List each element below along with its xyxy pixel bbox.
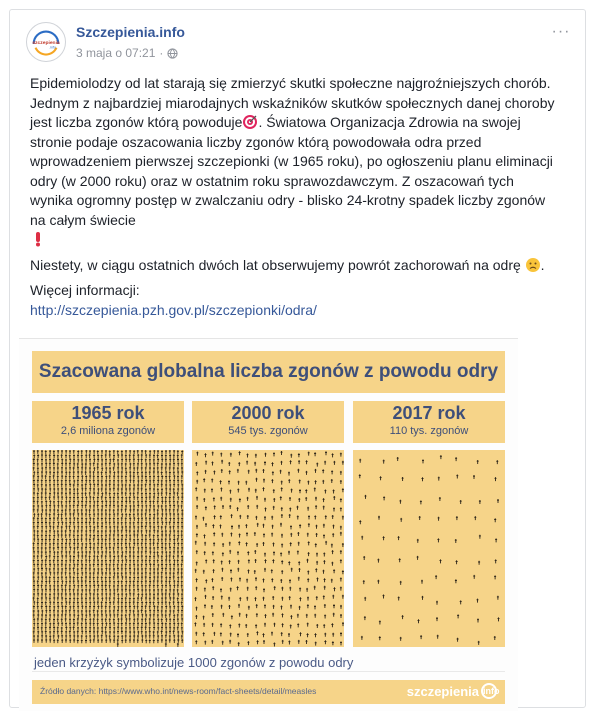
panel-2017-crosses [353, 450, 505, 647]
infographic-title: Szacowana globalna liczba zgonów z powodu odry [38, 361, 499, 382]
panel-2017-label: 110 tys. zgonów [389, 425, 469, 437]
target-emoji-icon [242, 114, 258, 130]
sad-face-emoji-icon [525, 257, 541, 273]
globe-icon[interactable] [167, 48, 178, 59]
source-bar [32, 680, 505, 704]
more-info-link[interactable]: http://szczepienia.pzh.gov.pl/szczepionki/odra/ [30, 301, 317, 318]
infographic-image[interactable] [19, 338, 518, 711]
paragraph2-end: . [540, 256, 545, 273]
more-info-label: Więcej informacji: [30, 282, 140, 298]
svg-text:.info: .info [49, 45, 56, 50]
paragraph2-text: Niestety, w ciągu ostatnich dwóch lat obserwujemy powrót zachorowań na odrę [30, 256, 521, 273]
paragraph1-part2: . Światowa Organizacja Zdrowia na swojej stronie podaje oszacowania liczby zgonów którą powodowała odra przed wprowadzeniem pierwszej szczepionki (w 1965 roku), po ogłoszeniu planu eliminacji odry (w 2000 roku) oraz w ostatnim roku sprawozdawczym. Z oszacowań tych wynika ogromny postęp w zwalczaniu odry - blisko 24-krotny spadek liczby zgonów na całym świecie [30, 114, 553, 228]
panel-background [32, 450, 184, 647]
panel-2000-crosses [192, 450, 344, 647]
panel-2017 [353, 401, 505, 647]
post-header [26, 22, 571, 66]
page-name-link[interactable]: Szczepienia.info [76, 24, 185, 40]
more-info [30, 281, 560, 320]
pictogram-panel-2 [353, 450, 505, 647]
panel-2000-year: 2000 rok [231, 403, 305, 423]
avatar[interactable] [26, 22, 66, 62]
meta-separator: · [159, 46, 164, 60]
infographic-title-bar [32, 351, 505, 393]
panel-2000 [192, 401, 344, 647]
panel-1965-label: 2,6 miliona zgonów [60, 425, 156, 437]
panel-1965-year: 1965 rok [71, 403, 145, 423]
post-paragraph-1 [30, 74, 560, 250]
panel-2000-label: 545 tys. zgonów [228, 425, 308, 437]
panel-1965-header [32, 401, 184, 443]
brand-circle-icon: info [481, 683, 497, 699]
panel-1965 [32, 401, 184, 647]
infographic-legend: jeden krzyżyk symbolizuje 1000 zgonów z powodu odry [34, 655, 354, 670]
panel-background [192, 450, 344, 647]
brand-text: szczepienia [406, 683, 479, 699]
source-text: Źródło danych: https://www.who.int/news-room/fact-sheets/detail/measles [40, 686, 317, 696]
exclamation-emoji-icon [30, 231, 46, 247]
paragraph1-part1: Epidemiolodzy od lat starają się zmierzyć skutki społeczne najgroźniejszych chorób. Jednym z najbardziej miarodajnych wskaźników skutków społecznych danej choroby jest liczba zgonów którą powoduje [30, 75, 555, 130]
post-card [9, 9, 586, 708]
panel-2017-header [353, 401, 505, 443]
brand-logo [406, 683, 500, 699]
post-meta [76, 46, 178, 60]
infographic-divider [32, 671, 505, 672]
post-paragraph-2 [30, 256, 560, 276]
panel-1965-crosses [32, 450, 184, 647]
panel-2017-year: 2017 rok [392, 403, 466, 423]
pictogram-panel-1 [192, 450, 344, 647]
post-text [30, 74, 560, 320]
post-timestamp[interactable]: 3 maja o 07:21 [76, 46, 156, 60]
szczepienia-logo-icon [27, 23, 65, 61]
panel-background [353, 450, 505, 647]
panel-2000-header [192, 401, 344, 443]
more-options-icon[interactable]: ··· [551, 23, 571, 40]
svg-text:szczepienia: szczepienia [32, 40, 60, 46]
pictogram-panel-0 [32, 450, 184, 647]
